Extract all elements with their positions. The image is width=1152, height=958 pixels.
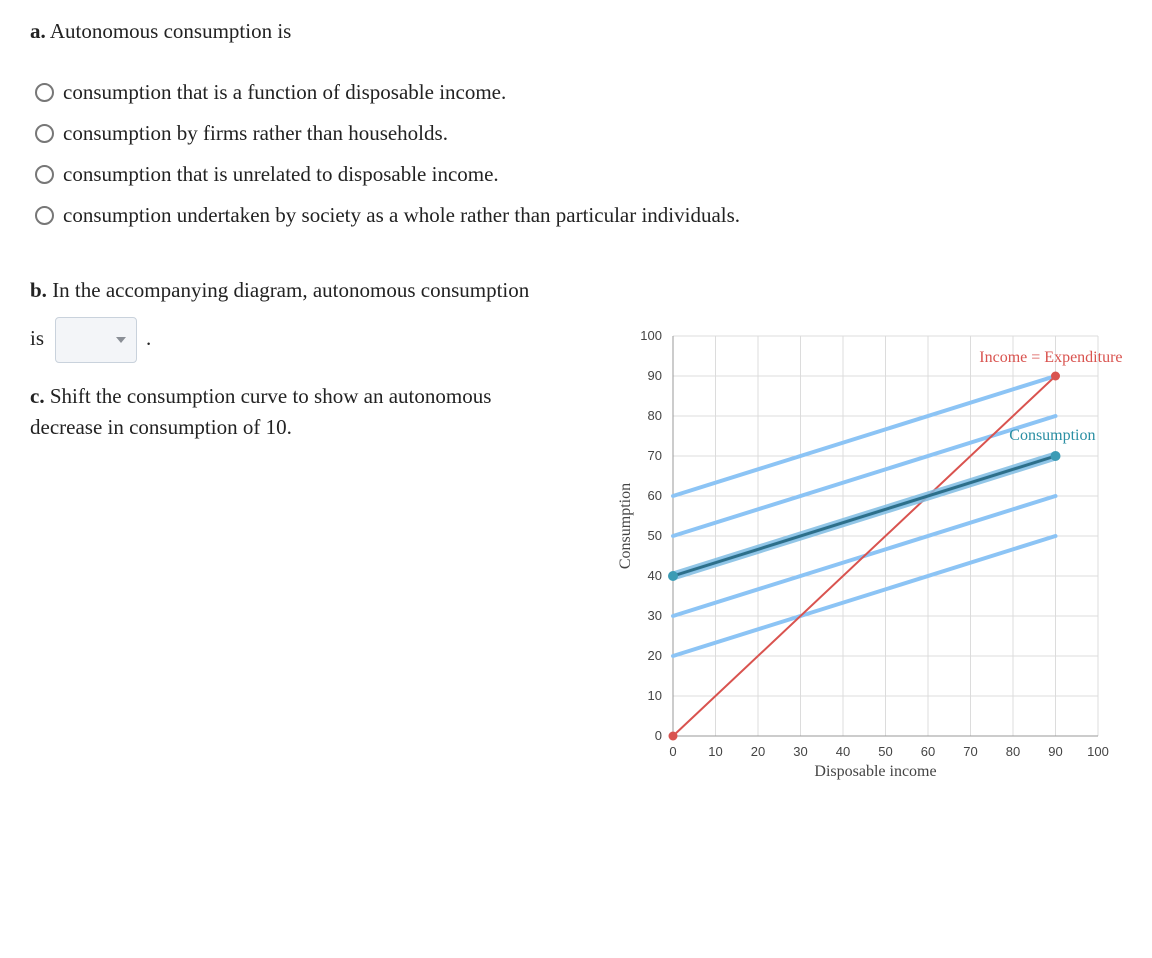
consumption-curve-handle[interactable] [1051,451,1061,461]
option-2[interactable] [35,113,740,154]
part-b-prefix: is [30,326,45,350]
part-b-letter: b. [30,278,47,302]
answer-options [35,72,740,236]
y-tick-label: 20 [647,648,662,663]
consumption-curve-handle[interactable] [668,571,678,581]
option-1-label: consumption that is a function of disposable income. [63,80,507,104]
consumption-label: Consumption [1009,427,1096,444]
x-tick-label: 30 [793,744,808,759]
option-2-radio[interactable] [35,124,54,143]
option-4[interactable] [35,195,740,236]
x-tick-label: 50 [878,744,893,759]
y-tick-label: 90 [647,368,662,383]
part-a-question [30,18,291,44]
option-4-radio[interactable] [35,206,54,225]
part-a-prompt: Autonomous consumption is [49,19,292,43]
option-1[interactable] [35,72,740,113]
y-tick-label: 0 [654,728,662,743]
chevron-down-icon [116,337,126,343]
x-tick-label: 40 [835,744,851,759]
y-tick-label: 10 [647,688,662,703]
option-1-radio[interactable] [35,83,54,102]
part-b-question [30,277,529,303]
part-a-letter: a. [30,19,46,43]
income-expenditure-label: Income = Expenditure [979,349,1123,366]
y-tick-label: 50 [647,528,662,543]
option-3-radio[interactable] [35,165,54,184]
y-axis-title: Consumption [617,482,634,570]
y-tick-label: 40 [647,568,662,583]
y-tick-label: 30 [647,608,662,623]
x-tick-label: 10 [708,744,723,759]
x-tick-label: 70 [963,744,978,759]
option-2-label: consumption by firms rather than households. [63,121,448,145]
part-b-suffix: . [146,326,152,350]
option-3-label: consumption that is unrelated to disposable income. [63,162,499,186]
option-3[interactable] [35,154,740,195]
income-expenditure-point [669,732,678,741]
part-b-prompt: In the accompanying diagram, autonomous consumption [52,278,530,302]
x-tick-label: 0 [669,744,677,759]
option-4-label: consumption undertaken by society as a whole rather than particular individuals. [63,203,741,227]
part-c-letter: c. [30,384,45,408]
consumption-chart[interactable] [610,320,1140,790]
y-tick-label: 100 [640,328,662,343]
part-c-question [30,381,550,443]
x-tick-label: 60 [920,744,936,759]
y-tick-label: 70 [647,448,662,463]
x-tick-label: 80 [1005,744,1021,759]
x-tick-label: 90 [1048,744,1063,759]
x-tick-label: 20 [750,744,766,759]
x-axis-title: Disposable income [814,763,937,780]
y-tick-label: 60 [647,488,662,503]
x-tick-label: 100 [1087,744,1109,759]
autonomous-consumption-dropdown[interactable] [55,317,137,363]
income-expenditure-point [1051,372,1060,381]
part-c-prompt: Shift the consumption curve to show an autonomous decrease in consumption of 10. [30,384,492,439]
y-tick-label: 80 [647,408,662,423]
